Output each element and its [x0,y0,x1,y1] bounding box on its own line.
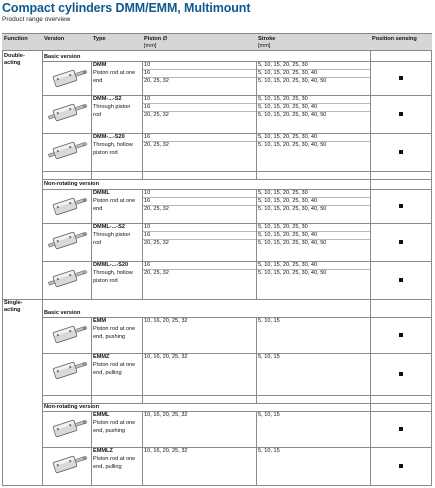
stroke-value: 5, 10, 15 [258,448,280,454]
column-divider [142,317,143,403]
column-divider [91,411,92,485]
header-version: Version [44,36,65,42]
cylinder-product-icon [46,99,90,125]
type-code: DMML-...-S2 [93,224,126,230]
stroke-value: 5, 10, 15, 20, 25, 30, 40 [258,104,318,110]
stroke-value: 5, 10, 15, 20, 25, 30 [258,224,308,230]
stroke-value: 5, 10, 15, 20, 25, 30 [258,62,308,68]
column-divider [142,61,143,179]
position-sensing-marker [399,76,403,80]
piston-value: 16 [144,232,151,238]
stroke-value: 5, 10, 15, 20, 25, 30, 40, 50 [258,240,327,246]
type-code: EMM [93,318,107,324]
cylinder-product-icon [46,451,90,477]
position-sensing-marker [399,112,403,116]
type-description: Piston rod at one [93,420,136,426]
type-description: end, pushing [93,334,126,340]
piston-value: 16 [144,262,151,268]
piston-value: 20, 25, 32 [144,112,169,118]
header-function: Function [4,36,28,42]
position-sensing-marker [399,150,403,154]
type-code: DMM [93,62,107,68]
type-description: Piston rod at one [93,326,136,332]
position-sensing-marker [399,333,403,337]
piston-value: 20, 25, 32 [144,240,169,246]
stroke-value: 5, 10, 15, 20, 25, 30 [258,190,308,196]
piston-value: 16 [144,104,151,110]
column-divider [142,411,143,485]
section-basic-version-single: Basic version [44,310,81,316]
cylinder-product-icon [46,137,90,163]
product-image [46,227,90,253]
product-range-table [2,33,432,485]
column-divider [91,61,92,179]
piston-value: 10, 16, 20, 25, 32 [144,318,188,324]
piston-value: 10, 16, 20, 25, 32 [144,354,188,360]
type-code: DMM-...-S2 [93,96,122,102]
position-sensing-marker [399,278,403,282]
stroke-value: 5, 10, 15 [258,412,280,418]
page-subtitle: Product range overview [2,16,71,23]
section-non-rotating-double: Non-rotating version [44,181,100,187]
cylinder-product-icon [46,193,90,219]
type-description: end, pushing [93,428,126,434]
header-stroke: Stroke [258,36,276,42]
product-image [46,193,90,219]
section-divider [42,403,432,404]
section-divider [42,179,432,180]
stroke-value: 5, 10, 15, 20, 25, 30, 40 [258,262,318,268]
type-description: Through piston [93,104,131,110]
type-description: rod [93,112,102,118]
product-image [46,321,90,347]
stroke-value: 5, 10, 15, 20, 25, 30, 40, 50 [258,78,327,84]
type-description: Through, hollow [93,270,133,276]
section-divider [42,189,432,190]
stroke-value: 5, 10, 15, 20, 25, 30, 40, 50 [258,142,327,148]
piston-value: 10, 16, 20, 25, 32 [144,412,188,418]
product-image [46,415,90,441]
header-type: Type [93,36,106,42]
piston-value: 10 [144,62,151,68]
product-image [46,451,90,477]
stroke-value: 5, 10, 15, 20, 25, 30, 40 [258,134,318,140]
row-divider [42,395,432,396]
row-divider [42,171,432,172]
header-stroke-unit: [mm] [258,43,271,49]
stroke-value: 5, 10, 15, 20, 25, 30, 40, 50 [258,206,327,212]
piston-value: 20, 25, 32 [144,142,169,148]
column-divider [142,189,143,299]
type-description: piston rod [93,150,118,156]
column-divider [256,411,257,485]
type-description: Piston rod at one [93,456,136,462]
section-non-rotating-single: Non-rotating version [44,404,100,410]
column-divider [256,61,257,179]
type-description: rod [93,240,102,246]
type-description: piston rod [93,278,118,284]
header-position-sensing: Position sensing [372,36,417,42]
product-image [46,65,90,91]
piston-value: 20, 25, 32 [144,206,169,212]
type-description: end, pulling [93,464,122,470]
position-sensing-marker [399,240,403,244]
section-divider [42,411,432,412]
position-sensing-marker [399,204,403,208]
type-description: Piston rod at one [93,198,136,204]
type-code: DMML [93,190,110,196]
piston-value: 10 [144,96,151,102]
piston-value: 10, 16, 20, 25, 32 [144,448,188,454]
type-description: end, pulling [93,370,122,376]
header-piston: Piston ∅ [144,36,168,42]
cylinder-product-icon [46,415,90,441]
piston-value: 16 [144,198,151,204]
table-right-border [431,51,432,485]
column-divider [91,189,92,299]
position-sensing-marker [399,427,403,431]
function-single-acting-2: acting [4,307,21,313]
header-piston-unit: [mm] [144,43,157,49]
cylinder-product-icon [46,321,90,347]
stroke-value: 5, 10, 15, 20, 25, 30 [258,96,308,102]
product-image [46,357,90,383]
cylinder-product-icon [46,227,90,253]
table-bottom-line [2,485,432,486]
piston-value: 20, 25, 32 [144,270,169,276]
stroke-value: 5, 10, 15, 20, 25, 30, 40 [258,70,318,76]
type-description: end [93,206,103,212]
stroke-value: 5, 10, 15, 20, 25, 30, 40 [258,232,318,238]
table-header [2,33,432,51]
piston-value: 10 [144,190,151,196]
column-divider [42,51,43,485]
piston-value: 16 [144,70,151,76]
column-divider [256,317,257,403]
function-double-acting-2: acting [4,60,21,66]
type-description: Piston rod at one [93,362,136,368]
column-divider [370,51,371,485]
stroke-value: 5, 10, 15, 20, 25, 30, 40 [258,198,318,204]
type-description: Through, hollow [93,142,133,148]
type-code: EMMLZ [93,448,113,454]
product-image [46,137,90,163]
column-divider [256,189,257,299]
function-single-acting-1: Single- [4,300,23,306]
section-basic-version-double: Basic version [44,54,81,60]
type-code: DMML-...-S20 [93,262,129,268]
function-double-acting-1: Double- [4,53,25,59]
type-code: EMML [93,412,110,418]
piston-value: 16 [144,134,151,140]
stroke-value: 5, 10, 15 [258,318,280,324]
cylinder-product-icon [46,265,90,291]
piston-value: 10 [144,224,151,230]
position-sensing-marker [399,464,403,468]
piston-value: 20, 25, 32 [144,78,169,84]
column-divider [91,317,92,403]
position-sensing-marker [399,372,403,376]
page-title: Compact cylinders DMM/EMM, Multimount [2,1,251,15]
stroke-value: 5, 10, 15, 20, 25, 30, 40, 50 [258,270,327,276]
cylinder-product-icon [46,65,90,91]
stroke-value: 5, 10, 15 [258,354,280,360]
type-description: Piston rod at one [93,70,136,76]
table-left-border [2,51,3,485]
type-code: DMM-...-S20 [93,134,125,140]
product-image [46,265,90,291]
cylinder-product-icon [46,357,90,383]
section-divider [42,61,432,62]
type-description: end [93,78,103,84]
type-description: Through piston [93,232,131,238]
stroke-value: 5, 10, 15, 20, 25, 30, 40, 50 [258,112,327,118]
function-divider [2,299,432,300]
product-image [46,99,90,125]
type-code: EMMZ [93,354,110,360]
section-divider [42,317,432,318]
